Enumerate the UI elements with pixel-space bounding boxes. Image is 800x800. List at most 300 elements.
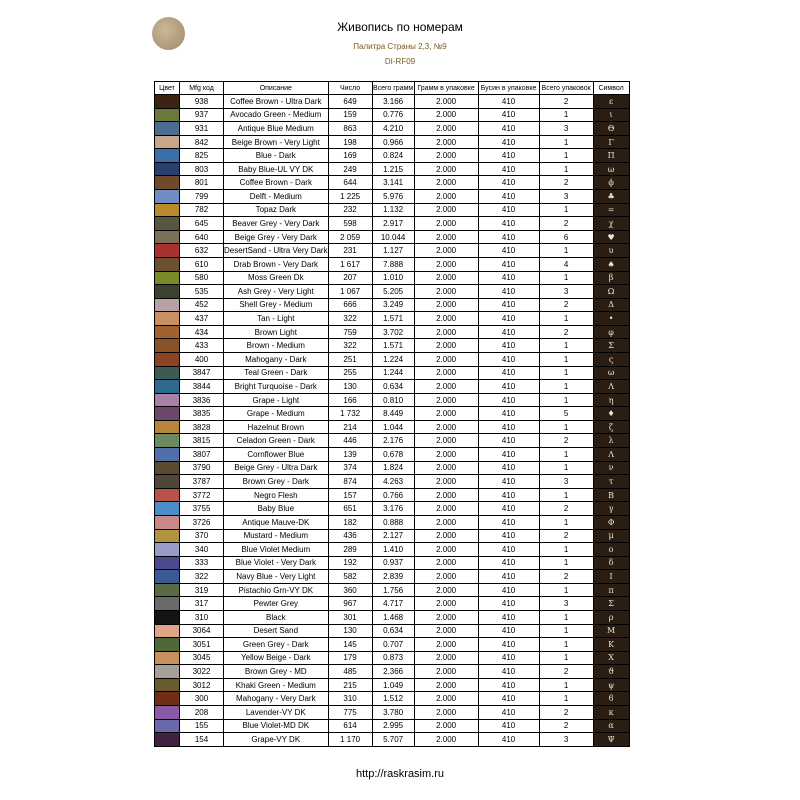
beads-per-pack-cell: 410 [478, 475, 539, 489]
symbol-cell: Μ [593, 624, 629, 638]
beads-per-pack-cell: 410 [478, 678, 539, 692]
mfg-code-cell: 842 [180, 135, 224, 149]
description-cell: Avocado Green - Medium [224, 108, 329, 122]
total-packs-cell: 4 [539, 257, 593, 271]
mfg-code-cell: 937 [180, 108, 224, 122]
mfg-code-cell: 645 [180, 217, 224, 231]
description-cell: Blue Violet - Very Dark [224, 556, 329, 570]
symbol-cell: π [593, 583, 629, 597]
beads-per-pack-cell: 410 [478, 610, 539, 624]
count-cell: 145 [328, 638, 372, 652]
symbol-cell: δ [593, 556, 629, 570]
table-row [155, 230, 630, 244]
mfg-code-cell: 154 [180, 733, 224, 747]
description-cell: Green Grey - Dark [224, 638, 329, 652]
beads-per-pack-cell: 410 [478, 393, 539, 407]
total-grams-cell: 4.717 [372, 597, 414, 611]
grams-per-pack-cell: 2.000 [414, 733, 478, 747]
grams-per-pack-cell: 2.000 [414, 597, 478, 611]
symbol-cell: Β [593, 488, 629, 502]
total-grams-cell: 3.702 [372, 325, 414, 339]
mfg-code-cell: 3064 [180, 624, 224, 638]
total-packs-cell: 2 [539, 529, 593, 543]
total-grams-cell: 3.166 [372, 95, 414, 109]
symbol-cell: λ [593, 434, 629, 448]
grams-per-pack-cell: 2.000 [414, 257, 478, 271]
table-row [155, 434, 630, 448]
total-packs-cell: 3 [539, 733, 593, 747]
grams-per-pack-cell: 2.000 [414, 543, 478, 557]
grams-per-pack-cell: 2.000 [414, 624, 478, 638]
total-grams-cell: 0.966 [372, 135, 414, 149]
count-cell: 157 [328, 488, 372, 502]
table-row [155, 597, 630, 611]
count-cell: 436 [328, 529, 372, 543]
beads-per-pack-cell: 410 [478, 149, 539, 163]
table-row [155, 488, 630, 502]
beads-per-pack-cell: 410 [478, 380, 539, 394]
symbol-cell: ψ [593, 678, 629, 692]
total-packs-cell: 1 [539, 420, 593, 434]
grams-per-pack-cell: 2.000 [414, 434, 478, 448]
mfg-code-cell: 610 [180, 257, 224, 271]
mfg-code-cell: 640 [180, 230, 224, 244]
mfg-code-cell: 400 [180, 352, 224, 366]
description-cell: Beaver Grey - Very Dark [224, 217, 329, 231]
color-swatch [155, 162, 180, 176]
symbol-cell: α [593, 719, 629, 733]
table-row [155, 108, 630, 122]
total-packs-cell: 1 [539, 461, 593, 475]
color-swatch [155, 529, 180, 543]
description-cell: Mahogany - Dark [224, 352, 329, 366]
count-cell: 182 [328, 515, 372, 529]
total-packs-cell: 1 [539, 448, 593, 462]
table-row [155, 149, 630, 163]
grams-per-pack-cell: 2.000 [414, 502, 478, 516]
mfg-code-cell: 3772 [180, 488, 224, 502]
mfg-code-cell: 580 [180, 271, 224, 285]
table-row [155, 706, 630, 720]
mfg-code-cell: 3807 [180, 448, 224, 462]
beads-per-pack-cell: 410 [478, 108, 539, 122]
beads-per-pack-cell: 410 [478, 325, 539, 339]
symbol-cell: Κ [593, 638, 629, 652]
color-swatch [155, 692, 180, 706]
count-cell: 198 [328, 135, 372, 149]
beads-per-pack-cell: 410 [478, 515, 539, 529]
total-grams-cell: 1.512 [372, 692, 414, 706]
color-swatch [155, 217, 180, 231]
column-header-mfg-code: Mfg код [180, 82, 224, 95]
mfg-code-cell: 535 [180, 285, 224, 299]
symbol-cell: Λ [593, 448, 629, 462]
total-grams-cell: 3.176 [372, 502, 414, 516]
mfg-code-cell: 782 [180, 203, 224, 217]
color-swatch [155, 434, 180, 448]
page-title: Живопись по номерам [337, 20, 463, 34]
symbol-cell: ρ [593, 610, 629, 624]
beads-per-pack-cell: 410 [478, 706, 539, 720]
mfg-code-cell: 3755 [180, 502, 224, 516]
column-header-count: Число [328, 82, 372, 95]
beads-per-pack-cell: 410 [478, 230, 539, 244]
description-cell: Negro Flesh [224, 488, 329, 502]
color-swatch [155, 556, 180, 570]
total-grams-cell: 5.976 [372, 190, 414, 204]
description-cell: DesertSand - Ultra Very Dark [224, 244, 329, 258]
total-grams-cell: 1.468 [372, 610, 414, 624]
symbol-cell: ε [593, 95, 629, 109]
total-grams-cell: 2.917 [372, 217, 414, 231]
table-row [155, 162, 630, 176]
beads-per-pack-cell: 410 [478, 339, 539, 353]
grams-per-pack-cell: 2.000 [414, 692, 478, 706]
table-row [155, 380, 630, 394]
color-swatch [155, 651, 180, 665]
count-cell: 582 [328, 570, 372, 584]
mfg-code-cell: 3045 [180, 651, 224, 665]
mfg-code-cell: 300 [180, 692, 224, 706]
grams-per-pack-cell: 2.000 [414, 108, 478, 122]
beads-per-pack-cell: 410 [478, 176, 539, 190]
beads-per-pack-cell: 410 [478, 407, 539, 421]
total-packs-cell: 1 [539, 366, 593, 380]
table-row [155, 366, 630, 380]
total-packs-cell: 1 [539, 312, 593, 326]
column-header-total-packs: Всего упаковок [539, 82, 593, 95]
count-cell: 1 170 [328, 733, 372, 747]
page-subtitle: Палитра Страны 2,3, №9 [353, 42, 447, 51]
description-cell: Blue - Dark [224, 149, 329, 163]
symbol-cell: κ [593, 706, 629, 720]
description-cell: Brown - Medium [224, 339, 329, 353]
total-packs-cell: 1 [539, 692, 593, 706]
total-grams-cell: 1.127 [372, 244, 414, 258]
total-packs-cell: 3 [539, 190, 593, 204]
grams-per-pack-cell: 2.000 [414, 162, 478, 176]
grams-per-pack-cell: 2.000 [414, 244, 478, 258]
total-grams-cell: 1.215 [372, 162, 414, 176]
count-cell: 485 [328, 665, 372, 679]
mfg-code-cell: 3828 [180, 420, 224, 434]
grams-per-pack-cell: 2.000 [414, 529, 478, 543]
color-swatch [155, 203, 180, 217]
table-row [155, 339, 630, 353]
total-grams-cell: 0.873 [372, 651, 414, 665]
table-row [155, 325, 630, 339]
total-grams-cell: 0.707 [372, 638, 414, 652]
color-swatch [155, 583, 180, 597]
total-packs-cell: 2 [539, 434, 593, 448]
total-packs-cell: 2 [539, 665, 593, 679]
grams-per-pack-cell: 2.000 [414, 570, 478, 584]
grams-per-pack-cell: 2.000 [414, 556, 478, 570]
total-grams-cell: 1.244 [372, 366, 414, 380]
description-cell: Grape - Light [224, 393, 329, 407]
symbol-cell: ς [593, 352, 629, 366]
symbol-cell: = [593, 203, 629, 217]
count-cell: 251 [328, 352, 372, 366]
beads-per-pack-cell: 410 [478, 570, 539, 584]
table-row [155, 203, 630, 217]
symbol-cell: ι [593, 108, 629, 122]
description-cell: Beige Grey - Ultra Dark [224, 461, 329, 475]
beads-per-pack-cell: 410 [478, 665, 539, 679]
color-swatch [155, 230, 180, 244]
total-packs-cell: 2 [539, 298, 593, 312]
total-grams-cell: 1.571 [372, 339, 414, 353]
table-row [155, 217, 630, 231]
table-row [155, 651, 630, 665]
color-swatch [155, 190, 180, 204]
total-grams-cell: 4.210 [372, 122, 414, 136]
count-cell: 598 [328, 217, 372, 231]
symbol-cell: ♥ [593, 230, 629, 244]
table-header-row [155, 82, 630, 95]
count-cell: 874 [328, 475, 372, 489]
mfg-code-cell: 3844 [180, 380, 224, 394]
beads-per-pack-cell: 410 [478, 543, 539, 557]
mfg-code-cell: 322 [180, 570, 224, 584]
description-cell: Navy Blue - Very Light [224, 570, 329, 584]
grams-per-pack-cell: 2.000 [414, 475, 478, 489]
grams-per-pack-cell: 2.000 [414, 420, 478, 434]
description-cell: Pewter Grey [224, 597, 329, 611]
description-cell: Antique Blue Medium [224, 122, 329, 136]
symbol-cell: τ [593, 475, 629, 489]
mfg-code-cell: 333 [180, 556, 224, 570]
total-packs-cell: 5 [539, 407, 593, 421]
symbol-cell: Γ [593, 135, 629, 149]
symbol-cell: Σ [593, 597, 629, 611]
symbol-cell: β [593, 271, 629, 285]
beads-per-pack-cell: 410 [478, 352, 539, 366]
beads-per-pack-cell: 410 [478, 122, 539, 136]
total-packs-cell: 3 [539, 122, 593, 136]
beads-per-pack-cell: 410 [478, 366, 539, 380]
table-row [155, 135, 630, 149]
count-cell: 130 [328, 624, 372, 638]
total-packs-cell: 1 [539, 543, 593, 557]
total-grams-cell: 2.366 [372, 665, 414, 679]
total-packs-cell: 2 [539, 570, 593, 584]
color-swatch [155, 570, 180, 584]
table-row [155, 190, 630, 204]
table-row [155, 271, 630, 285]
symbol-cell: υ [593, 244, 629, 258]
grams-per-pack-cell: 2.000 [414, 393, 478, 407]
column-header-beads-per-pack: Бусин в упаковке [478, 82, 539, 95]
total-packs-cell: 1 [539, 380, 593, 394]
total-packs-cell: 1 [539, 149, 593, 163]
count-cell: 249 [328, 162, 372, 176]
grams-per-pack-cell: 2.000 [414, 461, 478, 475]
count-cell: 192 [328, 556, 372, 570]
table-row [155, 529, 630, 543]
count-cell: 649 [328, 95, 372, 109]
total-packs-cell: 3 [539, 597, 593, 611]
description-cell: Beige Grey - Very Dark [224, 230, 329, 244]
mfg-code-cell: 155 [180, 719, 224, 733]
total-packs-cell: 2 [539, 217, 593, 231]
beads-per-pack-cell: 410 [478, 556, 539, 570]
count-cell: 214 [328, 420, 372, 434]
beads-per-pack-cell: 410 [478, 583, 539, 597]
description-cell: Blue Violet Medium [224, 543, 329, 557]
table-row [155, 407, 630, 421]
description-cell: Moss Green Dk [224, 271, 329, 285]
grams-per-pack-cell: 2.000 [414, 380, 478, 394]
total-packs-cell: 1 [539, 638, 593, 652]
grams-per-pack-cell: 2.000 [414, 271, 478, 285]
count-cell: 322 [328, 312, 372, 326]
total-packs-cell: 1 [539, 624, 593, 638]
description-cell: Grape - Medium [224, 407, 329, 421]
color-swatch [155, 597, 180, 611]
color-swatch [155, 448, 180, 462]
total-grams-cell: 2.127 [372, 529, 414, 543]
symbol-cell: • [593, 312, 629, 326]
table-row [155, 122, 630, 136]
description-cell: Cornflower Blue [224, 448, 329, 462]
symbol-cell: ϐ [593, 692, 629, 706]
grams-per-pack-cell: 2.000 [414, 190, 478, 204]
count-cell: 130 [328, 380, 372, 394]
total-grams-cell: 8.449 [372, 407, 414, 421]
count-cell: 166 [328, 393, 372, 407]
beads-per-pack-cell: 410 [478, 529, 539, 543]
total-grams-cell: 0.766 [372, 488, 414, 502]
mfg-code-cell: 3815 [180, 434, 224, 448]
symbol-cell: Ω [593, 285, 629, 299]
mfg-code-cell: 3726 [180, 515, 224, 529]
color-swatch [155, 624, 180, 638]
count-cell: 759 [328, 325, 372, 339]
description-cell: Brown Light [224, 325, 329, 339]
beads-per-pack-cell: 410 [478, 597, 539, 611]
color-swatch [155, 678, 180, 692]
color-swatch [155, 719, 180, 733]
total-packs-cell: 1 [539, 515, 593, 529]
table-row [155, 95, 630, 109]
description-cell: Teal Green - Dark [224, 366, 329, 380]
grams-per-pack-cell: 2.000 [414, 298, 478, 312]
beads-per-pack-cell: 410 [478, 312, 539, 326]
mfg-code-cell: 938 [180, 95, 224, 109]
count-cell: 322 [328, 339, 372, 353]
mfg-code-cell: 434 [180, 325, 224, 339]
total-packs-cell: 1 [539, 108, 593, 122]
mfg-code-cell: 799 [180, 190, 224, 204]
table-row [155, 515, 630, 529]
symbol-cell: Δ [593, 298, 629, 312]
description-cell: Pistachio Grn-VY DK [224, 583, 329, 597]
beads-per-pack-cell: 410 [478, 502, 539, 516]
symbol-cell: ϑ [593, 665, 629, 679]
color-swatch [155, 638, 180, 652]
total-packs-cell: 1 [539, 678, 593, 692]
total-grams-cell: 2.176 [372, 434, 414, 448]
total-grams-cell: 4.263 [372, 475, 414, 489]
table-row [155, 678, 630, 692]
count-cell: 666 [328, 298, 372, 312]
color-swatch [155, 339, 180, 353]
symbol-cell: ϕ [593, 176, 629, 190]
color-swatch [155, 502, 180, 516]
symbol-cell: Λ [593, 380, 629, 394]
grams-per-pack-cell: 2.000 [414, 203, 478, 217]
mfg-code-cell: 310 [180, 610, 224, 624]
beads-per-pack-cell: 410 [478, 95, 539, 109]
color-swatch [155, 176, 180, 190]
total-packs-cell: 1 [539, 352, 593, 366]
symbol-cell: ♠ [593, 257, 629, 271]
total-packs-cell: 2 [539, 706, 593, 720]
total-packs-cell: 3 [539, 475, 593, 489]
grams-per-pack-cell: 2.000 [414, 95, 478, 109]
beads-per-pack-cell: 410 [478, 434, 539, 448]
symbol-cell: Θ [593, 122, 629, 136]
symbol-cell: η [593, 393, 629, 407]
mfg-code-cell: 801 [180, 176, 224, 190]
total-packs-cell: 1 [539, 556, 593, 570]
table-row [155, 461, 630, 475]
total-packs-cell: 1 [539, 244, 593, 258]
table-row [155, 719, 630, 733]
mfg-code-cell: 319 [180, 583, 224, 597]
table-row [155, 692, 630, 706]
color-swatch [155, 298, 180, 312]
color-swatch [155, 706, 180, 720]
description-cell: Black [224, 610, 329, 624]
table-row [155, 733, 630, 747]
color-swatch [155, 257, 180, 271]
color-swatch [155, 95, 180, 109]
mfg-code-cell: 452 [180, 298, 224, 312]
table-row [155, 298, 630, 312]
symbol-cell: γ [593, 502, 629, 516]
beads-per-pack-cell: 410 [478, 285, 539, 299]
table-row [155, 312, 630, 326]
table-row [155, 244, 630, 258]
total-grams-cell: 2.995 [372, 719, 414, 733]
mfg-code-cell: 3051 [180, 638, 224, 652]
grams-per-pack-cell: 2.000 [414, 610, 478, 624]
symbol-cell: ♣ [593, 190, 629, 204]
count-cell: 374 [328, 461, 372, 475]
description-cell: Delft - Medium [224, 190, 329, 204]
grams-per-pack-cell: 2.000 [414, 719, 478, 733]
table-row [155, 610, 630, 624]
count-cell: 775 [328, 706, 372, 720]
table-row [155, 448, 630, 462]
mfg-code-cell: 825 [180, 149, 224, 163]
symbol-cell: Φ [593, 515, 629, 529]
grams-per-pack-cell: 2.000 [414, 448, 478, 462]
total-packs-cell: 1 [539, 339, 593, 353]
grams-per-pack-cell: 2.000 [414, 217, 478, 231]
total-grams-cell: 5.707 [372, 733, 414, 747]
color-swatch [155, 665, 180, 679]
table-row [155, 665, 630, 679]
total-grams-cell: 1.756 [372, 583, 414, 597]
grams-per-pack-cell: 2.000 [414, 407, 478, 421]
total-grams-cell: 0.824 [372, 149, 414, 163]
mfg-code-cell: 3787 [180, 475, 224, 489]
mfg-code-cell: 632 [180, 244, 224, 258]
mfg-code-cell: 3022 [180, 665, 224, 679]
